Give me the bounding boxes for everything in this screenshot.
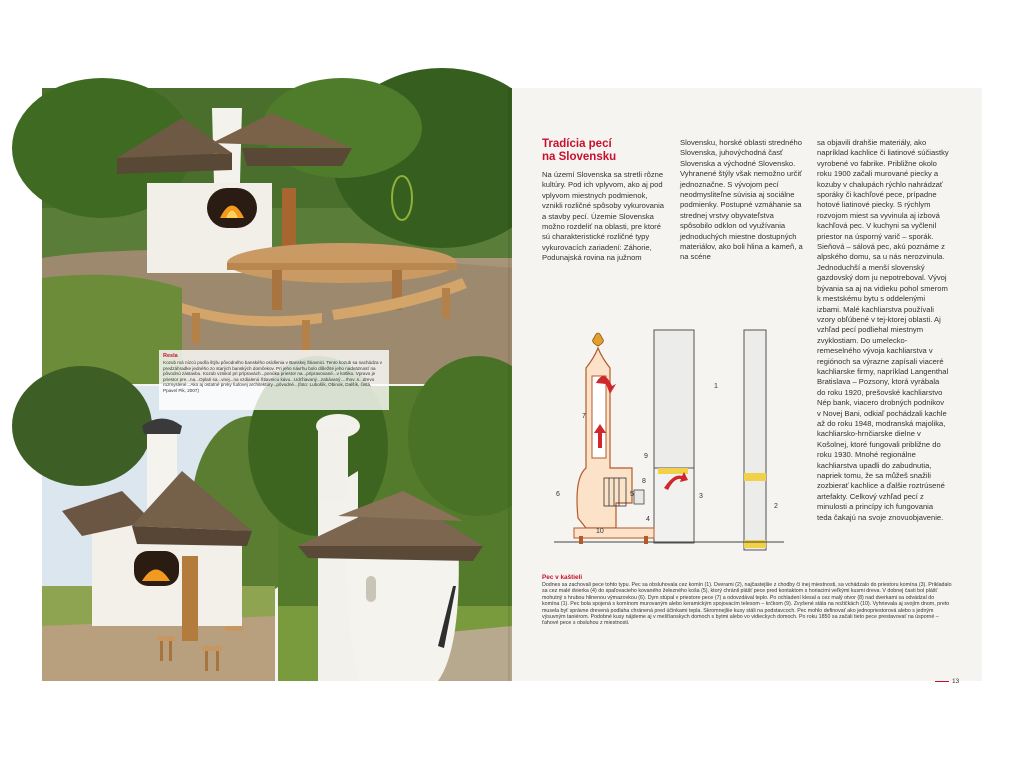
diagram-label-2: 2 (774, 503, 778, 510)
diagram-label-1: 1 (714, 383, 718, 390)
text-column-1: Na území Slovenska sa stretli rôzne kultúry. Pod ich vplyvom, ako aj pod vplyvom miestnych podmienok, vznikli rozličné spôsoby vykurovania a stavby pecí. Územie Slovenska možno rozdeliť na oblasti, pre ktoré sú charakteristické rozličné typy vykurovacích zariadení: Záhorie, Podunajská rovina na južnom (542, 170, 664, 263)
page-number: 13 (952, 678, 960, 685)
diagram-label-3: 3 (699, 493, 703, 500)
heading-line-2: na Slovensku (542, 151, 617, 163)
section-heading (542, 138, 672, 164)
photo-caption (159, 350, 389, 410)
diagram-caption-title: Pec v kaštieli (542, 574, 583, 581)
right-page (512, 88, 982, 685)
diagram-label-4: 4 (646, 516, 650, 523)
diagram-label-8: 8 (642, 478, 646, 485)
caption-text: Kozub má nízcú podľa štýlu pôvodného banského osídlenia v Banskej Štiavnici. Tento kozub sa nachádza v predzáhradke jedného zo starých banských domčekov. Pri jeho návrhu bolo dôležité jeho nadväznosť na pôvodnú zástavbu. Kozub vznikol pri prípravách...ponúka priestor na...pripravované...v kotliku. Vpravo je priestor pre...na...Oplatí sa...vnej...na vzdialenú Štiavnicu kávu...Udržiavaný...zabávaný....rhov..s...drevo rozmyslené...Ako aj ostatné prvky ľudovej architektúry...pôvodné...(foto: Lubošík, Obinok, Dalšík, čistá, Ppavel Pik, 2007) (163, 360, 383, 393)
heading-line-1: Tradícia pecí (542, 138, 612, 150)
text-column-2: Slovensku, horské oblasti stredného Slovenska, juhovýchodná časť Slovenska a východné Slovensko. Vyhranené štýly však nemožno určiť jednoznačne. S vývojom pecí neodmysliteľne súvisia aj sociálne podmienky. Postupné vzmáhanie sa strednej vrstvy obyvateľstva spôsobilo odklon od využívania jednoduchých miestne dostupných materiálov, ako boli hlina a kameň, a na scéne (680, 138, 803, 262)
text-column-3: sa objavili drahšie materiály, ako napríklad kachlice či liatinové súčiastky vyrobené vo fabrike. Približne okolo roku 1900 začali murované piecky a kozuby v chalupách rýchlo nahrádzať sporáky či kachľové pece, prípadne hotové liatinové piecky. S rýchlym rozvojom miest sa vyvinula aj izbová kachľová pec. V kuchyni sa vyčlenil priestor na úsporný varič – sporák. Sieňová – sálová pec, akú poznáme z alpského domu, sa u nás nerozvinula. Jednoduchší a menší slovenský gazdovský dom ju nepotreboval. Vývoj bývania sa aj na vidieku pohol smerom k mestskému bytu s oddelenými izbami. Malé kachliarstva používali vzory obľúbené v tej-ktorej oblasti. Aj vzhľad pecí podliehal miestnym zvyklostiam. Do umelecko-remeselného vývoja kachliarstva v regiónoch sa výrazne zapísali viaceré kachliarske firmy, napríklad Langenthal Bratislava – Pozsony, ktorá vyrábala do roku 1920, prešovské kachliarstvo Nép bank, viacero drobných podnikov v Novej Bani, odkiaľ pochádzali kachle až do roku 1948, modranská majolika, kachliarsko-hrnčiarske dielne v Košolnej, ktoré fungovali približne do roku 1930. Mnohé regionálne kachliarstva upadli do zabudnutia, napriek tomu, že sa můžeš snažili zozbierať kachlice a ďalšie roztrúsené artefakty. Celkový vzhľad pecí z minulosti a princípy ich fungovania teda čakajú na svoje znovuobjavenie. (817, 138, 949, 522)
diagram-caption-text: Dodnes sa zachovali pece tohto typu. Pec sa obsluhovala cez komín (1). Dverami (2), najčastejšie z chodby či inej miestnosti, sa vchádzalo do priestoru komína (3). Prikladalo sa cez malé dvierka (4) do spaľovacieho kovaného železného koša (5), ktorý chránil plášť pece pred kontaktom s horiacimi veľkými kusmi dreva. V dobnej časti bol plášť mohutný s hrubou hlinenou výmazovkou (6). Dym stúpal v priestore pece (7) a odovzdával teplo. Po ochladení klesal a cez malý otvor (8) nad dverkami sa odvádzal do komína (1). Pec bola spojená s komínom murovaným alebo keramickým spojovacím telesom – krčkom (9). Zvyšené stála na nožičkách (10). Vyhrievala aj svojím dnom, preto musela byť správne drevená podlaha chránená pred účinkami tepla. Skromnejšie kusy stáli na podstavcoch. Pec mohlo definovať ako jednopriestorová alebo s jedným výsuvným taniérom. Podobné kusy nájdeme aj v mešťianskych domoch s bytmi alebo vo vidieckych domoch. Po roku 1850 sa začali tieto pece prestavovať na úsporné – ťahové pece s obsluhou z miestnosti. (542, 582, 952, 627)
book-spread (42, 88, 982, 685)
photo-fireplace-stools (42, 386, 275, 681)
left-page (42, 88, 512, 681)
diagram-label-9: 9 (644, 453, 648, 460)
diagram-label-5: 5 (630, 491, 634, 498)
stove-cross-section-diagram (534, 328, 799, 556)
photo-tower-oven (278, 386, 512, 681)
photo-fireplace-with-table (42, 88, 512, 384)
folio-rule (935, 681, 949, 682)
caption-title: Resla (163, 353, 178, 359)
diagram-label-7: 7 (582, 413, 586, 420)
diagram-label-10: 10 (596, 528, 604, 535)
diagram-caption (542, 574, 952, 627)
diagram-label-6: 6 (556, 491, 560, 498)
